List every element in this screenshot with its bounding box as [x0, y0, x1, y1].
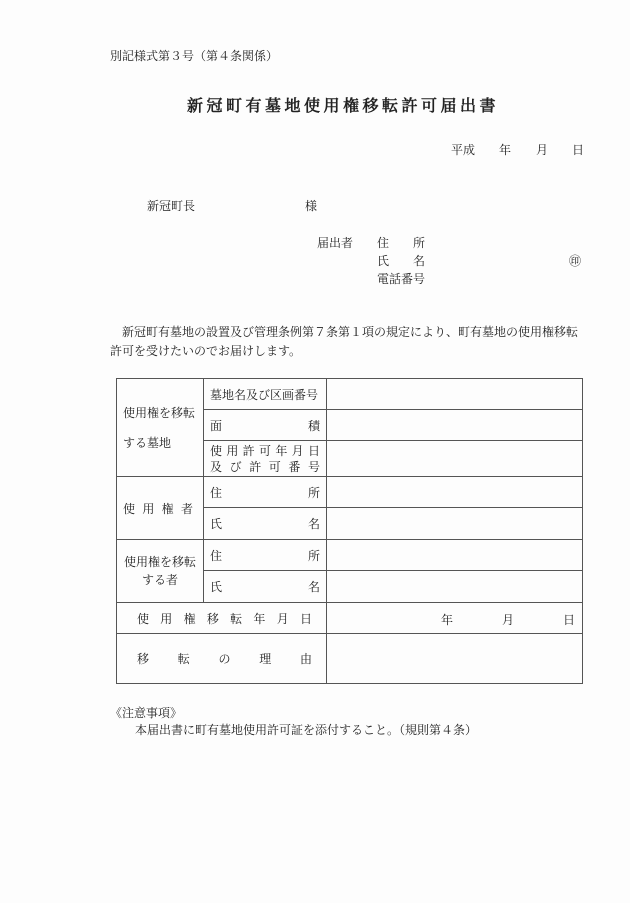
area-field[interactable] — [327, 410, 583, 441]
date-year: 年 — [499, 143, 512, 157]
addressee-honorific: 様 — [305, 199, 318, 213]
transfer-reason-field[interactable] — [327, 634, 583, 684]
transfer-year-label: 年 — [441, 613, 454, 627]
form-id: 別記様式第３号（第４条関係） — [110, 49, 279, 63]
transferor-name-field[interactable] — [327, 571, 583, 603]
seal-mark: ㊞ — [569, 254, 582, 268]
holder-address-field[interactable] — [327, 477, 583, 508]
holder-name-field[interactable] — [327, 508, 583, 540]
filer-address-label-2: 所 — [413, 236, 426, 250]
filer-address-label-1: 住 — [377, 236, 390, 250]
holder-section-label: 使 用 権 者 — [117, 477, 204, 540]
intro-text: 新冠町有墓地の設置及び管理条例第７条第１項の規定により、町有墓地の使用権移転許可を受けたいのでお届けします。 — [110, 325, 579, 358]
transferor-name-label: 氏 名 — [204, 571, 327, 603]
transfer-date-label: 使 用 権 移 転 年 月 日 — [117, 603, 327, 634]
permit-date-number-label: 使 用 許 可 年 月 日 及 び 許 可 番 号 — [204, 441, 327, 477]
grave-section-label: 使用権を移転 する墓地 — [117, 379, 204, 477]
transfer-date-field[interactable] — [327, 603, 583, 634]
filer-phone-label: 電話番号 — [377, 272, 426, 286]
addressee-name: 新冠町長 — [147, 199, 196, 213]
transferor-section-label: 使用権を移転 する者 — [117, 540, 204, 603]
grave-name-field[interactable] — [327, 379, 583, 410]
transfer-reason-label: 移 転 の 理 由 — [117, 634, 327, 684]
transfer-day-label: 日 — [563, 613, 576, 627]
area-label: 面 積 — [204, 410, 327, 441]
holder-name-label: 氏 名 — [204, 508, 327, 540]
page-title: 新冠町有墓地使用権移転許可届出書 — [187, 96, 500, 115]
transfer-form-table — [116, 378, 583, 684]
filer-name-label-1: 氏 — [377, 254, 390, 268]
grave-name-label: 墓地名及び区画番号 — [204, 379, 327, 410]
notes-body: 本届出書に町有墓地使用許可証を添付すること。（規則第４条） — [135, 723, 478, 737]
transferor-address-label: 住 所 — [204, 540, 327, 571]
notes-heading: 《注意事項》 — [110, 706, 183, 720]
permit-date-number-field[interactable] — [327, 441, 583, 477]
transfer-month-label: 月 — [502, 613, 515, 627]
date-era: 平成 — [451, 143, 476, 157]
date-month: 月 — [536, 143, 549, 157]
holder-address-label: 住 所 — [204, 477, 327, 508]
transferor-address-field[interactable] — [327, 540, 583, 571]
date-day: 日 — [572, 143, 585, 157]
filer-name-label-2: 名 — [413, 254, 426, 268]
filer-label: 届出者 — [317, 236, 354, 250]
